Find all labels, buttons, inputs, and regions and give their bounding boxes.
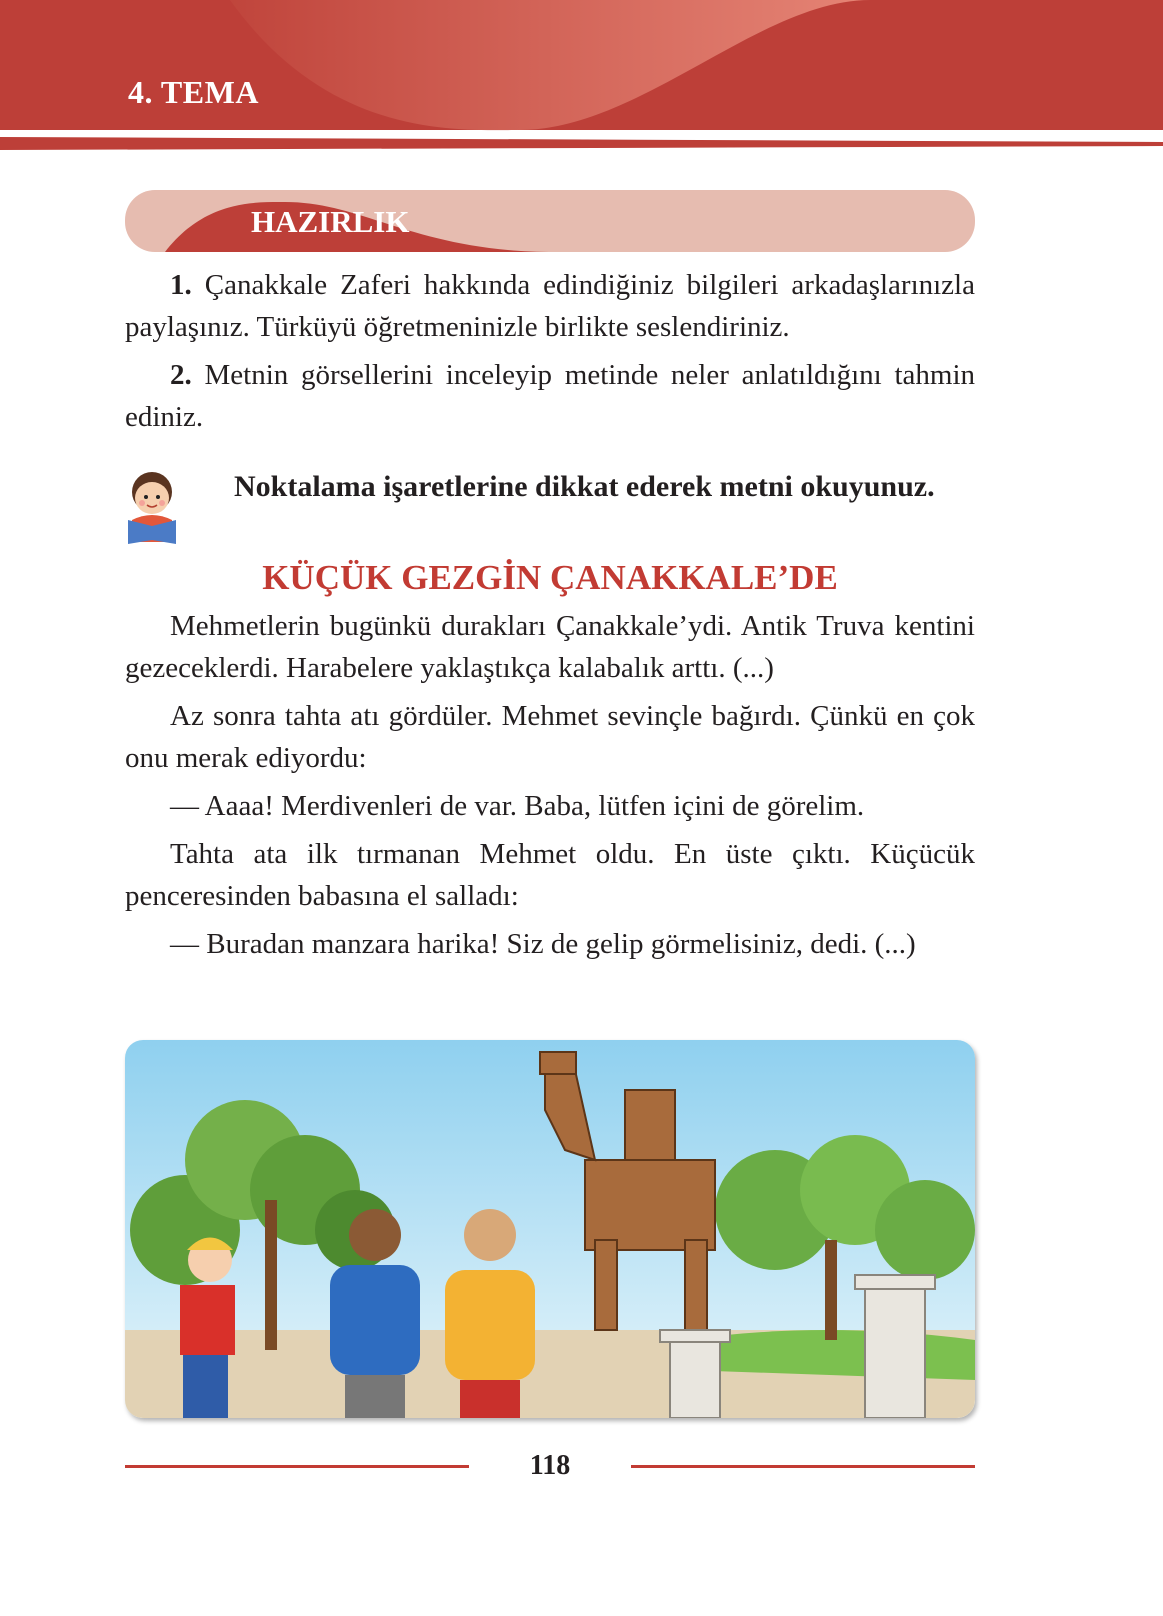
- reading-kid-icon: [124, 470, 180, 549]
- item-number: 2.: [170, 359, 192, 391]
- story-text: [125, 605, 975, 971]
- preparation-label: HAZIRLIK: [251, 204, 410, 239]
- footer-rule-left: [125, 1465, 469, 1468]
- preparation-banner: [125, 190, 975, 254]
- preparation-item: [125, 354, 975, 438]
- theme-title: 4. TEMA: [128, 74, 259, 110]
- preparation-item: [125, 264, 975, 348]
- theme-header-banner: [0, 0, 1163, 130]
- item-number: 1.: [170, 269, 192, 301]
- story-paragraph: Tahta ata ilk tırmanan Mehmet oldu. En üste çıktı. Küçücük penceresinden babasına el salladı:: [125, 838, 975, 912]
- story-paragraph: — Aaaa! Merdivenleri de var. Baba, lütfen içini de görelim.: [170, 790, 865, 822]
- trojan-horse-illustration: [125, 1040, 975, 1418]
- reading-instruction: Noktalama işaretlerine dikkat ederek metni okuyunuz.: [234, 470, 935, 503]
- page-number: 118: [529, 1450, 571, 1481]
- preparation-items: [125, 264, 975, 444]
- item-text: Çanakkale Zaferi hakkında edindiğiniz bilgileri arkadaşlarınızla paylaşınız. Türküyü öğretmeninizle birlikte seslendiriniz.: [125, 269, 975, 343]
- story-paragraph: Mehmetlerin bugünkü durakları Çanakkale’ydi. Antik Truva kentini gezeceklerdi. Harabelere yaklaştıkça kalabalık arttı. (...): [125, 610, 975, 684]
- item-text: Metnin görsellerini inceleyip metinde neler anlatıldığını tahmin ediniz.: [125, 359, 975, 433]
- story-title: KÜÇÜK GEZGİN ÇANAKKALE’DE: [262, 558, 838, 597]
- footer-rule-right: [631, 1465, 975, 1468]
- story-paragraph: — Buradan manzara harika! Siz de gelip görmelisiniz, dedi. (...): [170, 928, 916, 960]
- story-paragraph: Az sonra tahta atı gördüler. Mehmet sevinçle bağırdı. Çünkü en çok onu merak ediyordu:: [125, 700, 975, 774]
